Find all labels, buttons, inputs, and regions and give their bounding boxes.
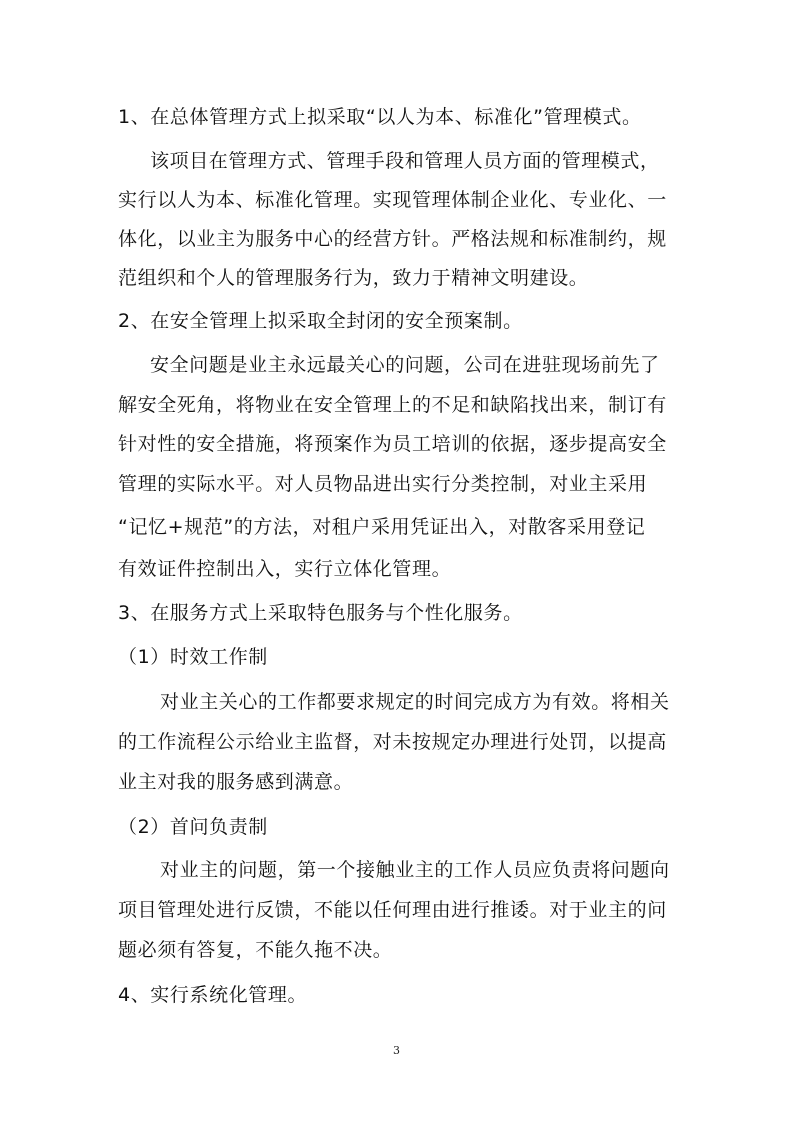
- paragraph-line: 体化，以业主为服务中心的经营方针。严格法规和标准制约，规: [118, 228, 667, 250]
- paragraph-line: “记忆+规范”的方法，对租户采用凭证出入，对散客采用登记: [118, 516, 646, 538]
- subsection-heading-2: （2）首问负责制: [118, 816, 268, 838]
- paragraph-line: 有效证件控制出入，实行立体化管理。: [118, 558, 452, 580]
- paragraph-line: 解安全死角，将物业在安全管理上的不足和缺陷找出来，制订有: [118, 394, 667, 416]
- section-heading-2: 2、在安全管理上拟采取全封闭的安全预案制。: [118, 310, 523, 332]
- paragraph-line: 对业主的问题，第一个接触业主的工作人员应负责将问题向: [160, 859, 670, 881]
- paragraph-line: 对业主关心的工作都要求规定的时间完成方为有效。将相关: [160, 691, 670, 713]
- section-heading-4: 4、实行系统化管理。: [118, 984, 308, 1006]
- paragraph-line: 项目管理处进行反馈，不能以任何理由进行推诿。对于业主的问: [118, 899, 667, 921]
- page-number: 3: [393, 1044, 400, 1057]
- paragraph-line: 实行以人为本、标准化管理。实现管理体制企业化、专业化、一: [118, 189, 667, 211]
- paragraph-line: 针对性的安全措施，将预案作为员工培训的依据，逐步提高安全: [118, 433, 667, 455]
- paragraph-line: 业主对我的服务感到满意。: [118, 771, 354, 793]
- section-heading-1: 1、在总体管理方式上拟采取“以人为本、标准化”管理模式。: [118, 106, 642, 128]
- paragraph-line: 管理的实际水平。对人员物品进出实行分类控制，对业主采用: [118, 473, 648, 495]
- paragraph-line: 题必须有答复，不能久拖不决。: [118, 939, 393, 961]
- subsection-heading-1: （1）时效工作制: [118, 646, 268, 668]
- paragraph-line: 范组织和个人的管理服务行为，致力于精神文明建设。: [118, 267, 589, 289]
- section-heading-3: 3、在服务方式上采取特色服务与个性化服务。: [118, 602, 523, 624]
- paragraph-line: 的工作流程公示给业主监督，对未按规定办理进行处罚，以提高: [118, 731, 667, 753]
- paragraph-line: 该项目在管理方式、管理手段和管理人员方面的管理模式，: [150, 150, 660, 172]
- paragraph-line: 安全问题是业主永远最关心的问题，公司在进驻现场前先了: [150, 354, 660, 376]
